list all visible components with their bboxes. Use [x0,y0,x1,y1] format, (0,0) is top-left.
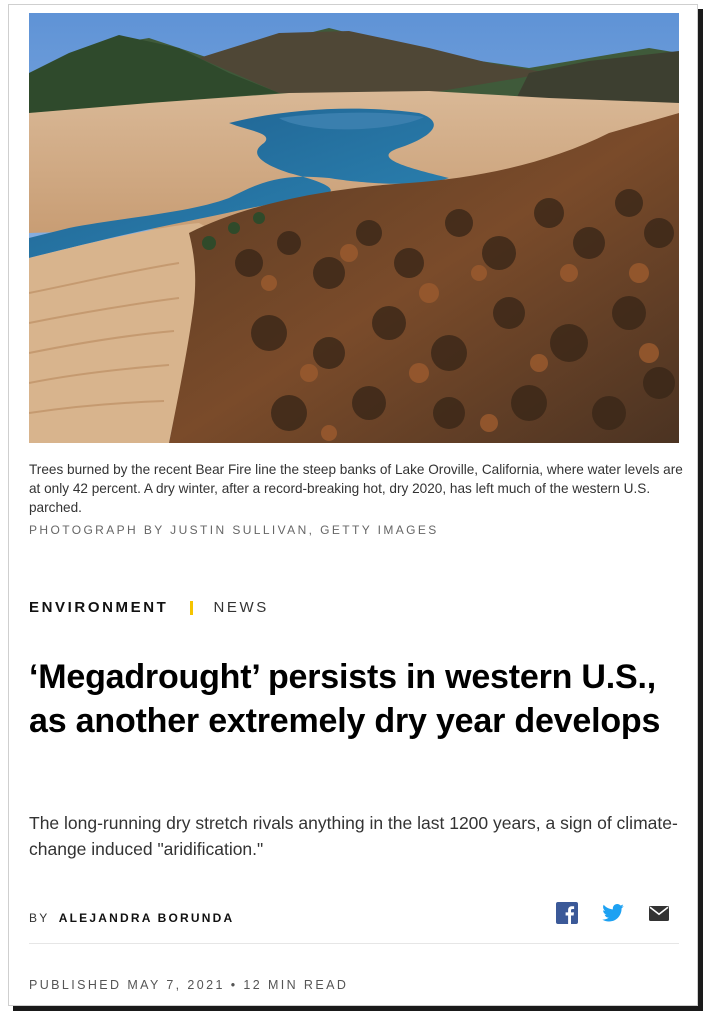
meta-bullet: • [230,978,238,992]
article-type-label: NEWS [213,599,269,616]
publish-date: PUBLISHED MAY 7, 2021 [29,978,225,992]
email-icon [649,906,669,921]
article-headline: ‘Megadrought’ persists in western U.S., as another extremely dry year develops [29,658,661,740]
category-link[interactable]: ENVIRONMENT [29,599,169,616]
article-frame [8,4,698,1006]
byline [29,911,234,925]
author-link[interactable]: ALEJANDRA BORUNDA [58,911,235,925]
email-share-button[interactable] [647,901,671,925]
share-bar [555,901,671,925]
kicker-separator [190,601,193,615]
hero-photo [29,13,679,443]
photo-caption: Trees burned by the recent Bear Fire line the steep banks of Lake Oroville, California, where water levels are at only 42 percent. A dry winter, after a record-breaking hot, dry 2020, has left much of the western U.S. parched. [29,462,683,515]
lake-landscape-photo [29,13,679,443]
twitter-share-button[interactable] [601,901,625,925]
facebook-icon [556,902,578,924]
facebook-share-button[interactable] [555,901,579,925]
byline-divider [29,943,679,944]
article-dek: The long-running dry stretch rivals anything in the last 1200 years, a sign of climate-change induced "aridification." [29,813,678,859]
article-meta [29,978,348,992]
byline-prefix: BY [29,911,50,925]
twitter-icon [602,904,624,922]
photo-credit: PHOTOGRAPH BY JUSTIN SULLIVAN, GETTY IMAGES [29,523,439,537]
read-time: 12 MIN READ [243,978,349,992]
article-kicker [29,599,269,616]
